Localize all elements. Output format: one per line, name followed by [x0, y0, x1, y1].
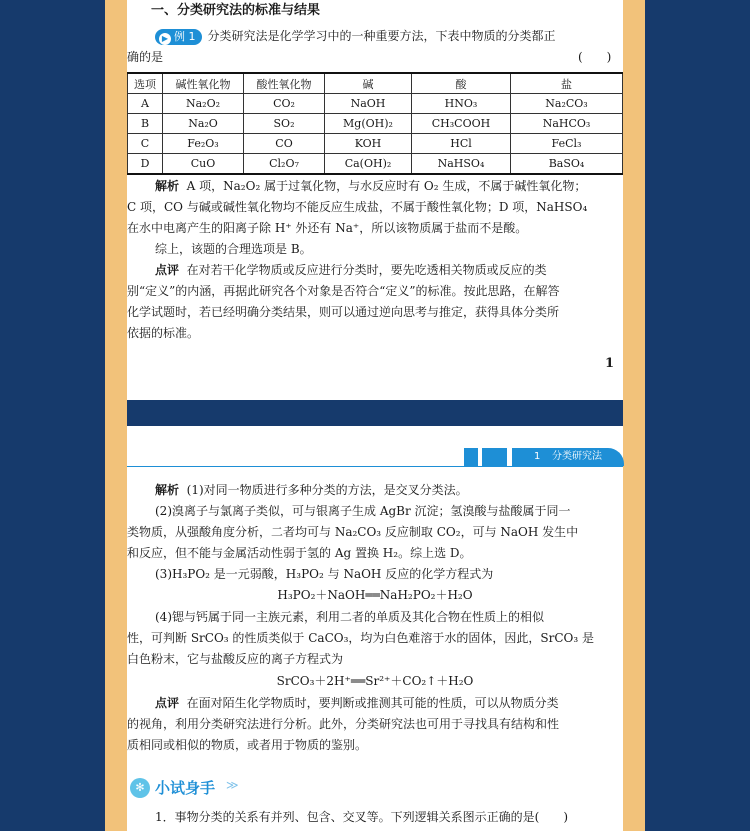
table-row — [128, 154, 623, 175]
table-cell: Na₂O₂ — [163, 94, 244, 114]
table-cell: CuO — [163, 154, 244, 175]
chapter-tab-block — [482, 448, 507, 466]
table-cell: CO₂ — [244, 94, 325, 114]
example-badge: ▶ 例 1 — [155, 29, 202, 45]
comment-line-3: 化学试题时，若已经明确分类结果，则可以通过逆向思考与推定，获得具体分类所 — [127, 305, 560, 319]
table-cell: Na₂O — [163, 114, 244, 134]
analysis-label: 解析 — [155, 483, 180, 497]
table-cell: B — [128, 114, 163, 134]
chapter-number: 1 — [534, 451, 541, 462]
practice-section-title: 小试身手 — [155, 779, 216, 797]
table-cell: Na₂CO₃ — [511, 94, 623, 114]
right-decorative-stripe — [623, 0, 645, 831]
table-cell: KOH — [325, 134, 412, 154]
table-header: 选项 — [128, 73, 163, 94]
table-cell: A — [128, 94, 163, 114]
answer-blank: ( ) — [578, 50, 612, 64]
comment-label: 点评 — [155, 263, 180, 277]
analysis-line-5: (3)H₃PO₂ 是一元弱酸，H₃PO₂ 与 NaOH 反应的化学方程式为 — [155, 567, 494, 581]
table-row — [128, 114, 623, 134]
analysis-line-3: 类物质，从强酸角度分析，二者均可与 Na₂CO₃ 反应制取 CO₂，可与 NaOH 发生中 — [127, 525, 579, 539]
left-decorative-stripe — [105, 0, 127, 831]
table-header: 盐 — [511, 73, 623, 94]
page-one — [127, 0, 623, 400]
table-cell: HNO₃ — [412, 94, 511, 114]
classification-table — [127, 72, 623, 175]
comment-line-2: 别“定义”的内涵，再据此研究各个对象是否符合“定义”的标准。按此思路，在解答 — [127, 284, 560, 298]
comment-line-3: 质相同或相似的物质，或者用于物质的鉴别。 — [127, 738, 368, 752]
table-row — [128, 134, 623, 154]
table-row — [128, 94, 623, 114]
analysis-line-1: 解析 (1)对同一物质进行多种分类的方法，是交叉分类法。 — [155, 483, 468, 497]
table-cell: Fe₂O₃ — [163, 134, 244, 154]
play-icon: ▶ — [159, 33, 171, 45]
table-cell: HCl — [412, 134, 511, 154]
example-line-1 — [155, 26, 556, 47]
comment-line-1: 点评 在面对陌生化学物质时，要判断或推测其可能的性质，可以从物质分类 — [155, 696, 559, 710]
chapter-title: 分类研究法 — [552, 451, 602, 462]
table-cell: CH₃COOH — [412, 114, 511, 134]
table-header-row — [128, 73, 623, 94]
double-chevron-icon: ≫ — [226, 778, 239, 792]
question-1: 1．事物分类的关系有并列、包含、交叉等。下列逻辑关系图示正确的是( ) — [155, 810, 569, 824]
comment-label: 点评 — [155, 696, 180, 710]
chapter-divider — [127, 466, 623, 467]
chemical-equation-1: H₃PO₂＋NaOH══NaH₂PO₂＋H₂O — [277, 588, 473, 602]
section-heading: 一、分类研究法的标准与结果 — [151, 3, 321, 18]
comment-line-4: 依据的标准。 — [127, 326, 200, 340]
chapter-tab-block — [464, 448, 478, 466]
example-text-1: 分类研究法是化学学习中的一种重要方法，下表中物质的分类都正 — [207, 29, 556, 43]
table-cell: Cl₂O₇ — [244, 154, 325, 175]
table-cell: Mg(OH)₂ — [325, 114, 412, 134]
comment-line-2: 的视角，利用分类研究法进行分析。此外，分类研究法也可用于寻找具有结构和性 — [127, 717, 560, 731]
analysis-line-1: 解析 A 项，Na₂O₂ 属于过氧化物，与水反应时有 O₂ 生成，不属于碱性氧化物； — [155, 179, 587, 193]
table-cell: NaHCO₃ — [511, 114, 623, 134]
table-header: 碱性氧化物 — [163, 73, 244, 94]
table-cell: FeCl₃ — [511, 134, 623, 154]
table-header: 酸性氧化物 — [244, 73, 325, 94]
analysis-line-6: (4)锶与钙属于同一主族元素，利用二者的单质及其化合物在性质上的相似 — [155, 610, 545, 624]
comment-line-1: 点评 在对若干化学物质或反应进行分类时，要先吃透相关物质或反应的类 — [155, 263, 547, 277]
table-header: 碱 — [325, 73, 412, 94]
page-two — [127, 426, 623, 831]
table-cell: CO — [244, 134, 325, 154]
analysis-label: 解析 — [155, 179, 180, 193]
analysis-line-7: 性，可判断 SrCO₃ 的性质类似于 CaCO₃，均为白色难溶于水的固体，因此，SrCO₃ 是 — [127, 631, 595, 645]
table-cell: C — [128, 134, 163, 154]
example-text-2: 确的是 — [127, 50, 164, 64]
chemical-equation-2: SrCO₃＋2H⁺══Sr²⁺＋CO₂↑＋H₂O — [276, 674, 474, 688]
analysis-line-8: 白色粉末，它与盐酸反应的离子方程式为 — [127, 652, 344, 666]
table-cell: BaSO₄ — [511, 154, 623, 175]
analysis-line-2: (2)溴离子与氯离子类似，可与银离子生成 AgBr 沉淀；氢溴酸与盐酸属于同一 — [155, 504, 571, 518]
table-cell: NaOH — [325, 94, 412, 114]
chapter-tab — [512, 448, 624, 466]
table-cell: D — [128, 154, 163, 175]
page-number: 1 — [605, 356, 615, 371]
table-cell: Ca(OH)₂ — [325, 154, 412, 175]
analysis-line-3: 在水中电离产生的阳离子除 H⁺ 外还有 Na⁺，所以该物质属于盐而不是酸。 — [127, 221, 528, 235]
analysis-line-4: 和反应，但不能与金属活动性弱于氢的 Ag 置换 H₂。综上选 D。 — [127, 546, 472, 560]
snowflake-icon: ✻ — [130, 778, 150, 798]
analysis-line-2: C 项，CO 与碱或碱性氧化物均不能反应生成盐，不属于酸性氧化物；D 项，NaHSO₄ — [127, 200, 588, 214]
table-cell: SO₂ — [244, 114, 325, 134]
analysis-line-4: 综上，该题的合理选项是 B。 — [155, 242, 312, 256]
table-cell: NaHSO₄ — [412, 154, 511, 175]
table-header: 酸 — [412, 73, 511, 94]
